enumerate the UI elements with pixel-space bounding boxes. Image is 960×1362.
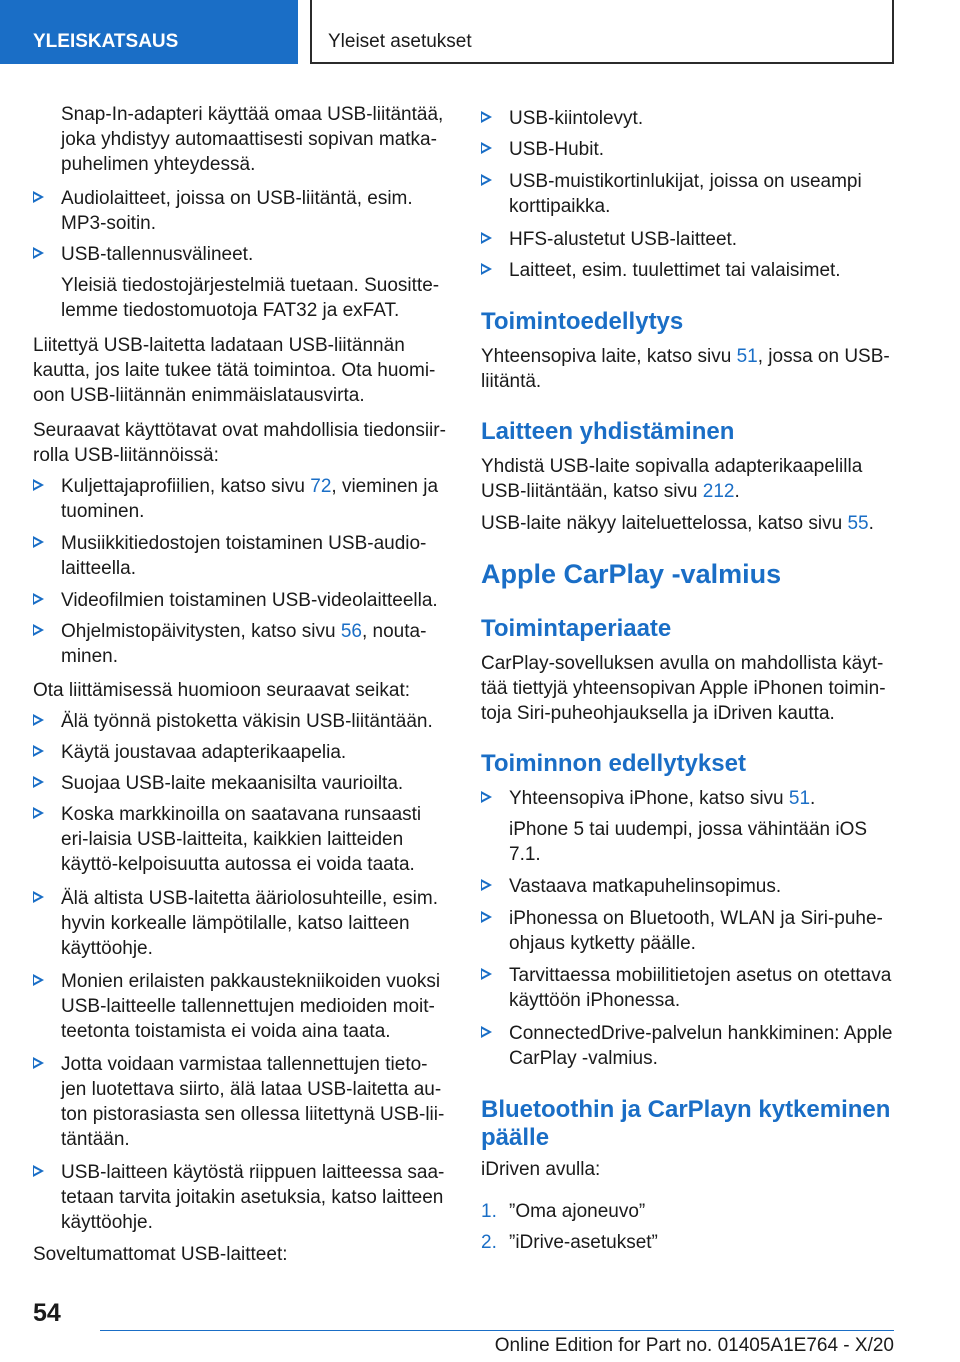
functions-intro: Seuraavat käyttötavat ovat mahdollisia tiedonsiir-rolla USB-liitännöissä: (33, 420, 446, 466)
list-item (33, 886, 448, 961)
list-item (33, 802, 451, 877)
list-item (33, 969, 448, 1044)
list-item (33, 588, 448, 613)
storage-note: Yleisiä tiedostojärjestelmiä tuetaan. Suositte-lemme tiedostomuotoja FAT32 ja exFAT. (61, 275, 440, 321)
page-link[interactable]: 212 (702, 481, 735, 502)
list-item-text: ConnectedDrive-palvelun hankkiminen: Apple CarPlay -valmius. (509, 1023, 893, 1069)
text: Yhdistä USB-laite sopivalla adapterikaapelilla USB-liitäntään, katso sivu (481, 456, 863, 502)
text: USB-laite näkyy laiteluettelossa, katso sivu (481, 513, 848, 534)
list-item-text: Ohjelmistopäivitysten, katso sivu (61, 621, 341, 642)
section-tab[interactable]: YLEISKATSAUS (0, 0, 298, 64)
bullet-triangle-icon (33, 593, 44, 605)
list-item (33, 619, 448, 669)
list-item-text: Käytä joustavaa adapterikaapelia. (61, 742, 347, 763)
list-item (481, 1021, 899, 1071)
list-item-text: , vieminen ja tuominen. (61, 476, 439, 522)
bullet-triangle-icon (481, 232, 492, 244)
device-list-paragraph (481, 511, 899, 536)
bullet-triangle-icon (481, 174, 492, 186)
list-item (33, 709, 448, 734)
text: , jossa on USB-liitäntä. (481, 346, 890, 392)
bullet-triangle-icon (33, 1057, 44, 1069)
bullet-triangle-icon (481, 968, 492, 980)
bullet-triangle-icon (481, 1026, 492, 1038)
via-idrive: iDriven avulla: (481, 1159, 601, 1180)
list-item-text: USB-laitteen käytöstä riippuen laitteessa saa-tetaan tarvita joitakin asetuksia, katso laitteen käyttöohje. (61, 1162, 445, 1233)
connect-paragraph (481, 454, 899, 504)
page-link[interactable]: 51 (736, 346, 758, 367)
iphone-note: iPhone 5 tai uudempi, jossa vähintään iOS 7.1. (509, 819, 868, 865)
step-number: 2. (481, 1232, 497, 1253)
list-item-text: Kuljettajaprofiilien, katso sivu (61, 476, 311, 497)
unsuitable-intro: Soveltumattomat USB-laitteet: (33, 1244, 288, 1265)
list-item-text: Audiolaitteet, joissa on USB-liitäntä, esim. MP3-soitin. (61, 188, 413, 234)
page-link[interactable]: 72 (310, 476, 332, 497)
list-item (33, 1160, 448, 1235)
bullet-triangle-icon (33, 974, 44, 986)
list-item-text: Monien erilaisten pakkaustekniikoiden vuoksi USB-laitteelle tallennettujen medioiden moit-teetonta toistamista ei voida aina taata. (61, 971, 441, 1042)
bullet-triangle-icon (33, 479, 44, 491)
bullet-triangle-icon (481, 791, 492, 803)
list-item (33, 186, 448, 236)
bullet-triangle-icon (481, 911, 492, 923)
list-item-text: iPhonessa on Bluetooth, WLAN ja Siri-puhe-ohjaus kytketty päälle. (509, 908, 883, 954)
bullet-triangle-icon (481, 879, 492, 891)
page-link[interactable]: 55 (847, 513, 869, 534)
list-item (33, 474, 448, 524)
page-link[interactable]: 51 (788, 788, 811, 809)
list-item (33, 771, 448, 796)
list-item-text: Vastaava matkapuhelinsopimus. (509, 876, 782, 897)
list-item (481, 786, 899, 811)
heading-requirements: Toiminnon edellytykset (481, 750, 746, 777)
bullet-triangle-icon (33, 776, 44, 788)
list-item-text: Älä työnnä pistoketta väkisin USB-liitäntään. (61, 711, 433, 732)
bullet-triangle-icon (33, 1165, 44, 1177)
footer-divider (100, 1330, 894, 1331)
bullet-triangle-icon (481, 263, 492, 275)
requirement-paragraph (481, 344, 899, 394)
list-item (33, 531, 448, 581)
step-item (481, 1230, 899, 1255)
list-item-text: Laitteet, esim. tuulettimet tai valaisimet. (509, 260, 841, 281)
bullet-triangle-icon (33, 536, 44, 548)
charging-paragraph: Liitettyä USB-laitetta ladataan USB-liitännän kautta, jos laite tukee tätä toimintoa. Ota huomi-oon USB-liitännän enimmäislatausvirta. (33, 335, 436, 406)
step-number: 1. (481, 1201, 497, 1222)
text: . (734, 481, 740, 502)
list-item-text: . (810, 788, 816, 809)
list-item-text: Musiikkitiedostojen toistaminen USB-audio-laitteella. (61, 533, 427, 579)
list-item (481, 169, 899, 219)
list-item (33, 1052, 448, 1152)
list-item (481, 137, 899, 162)
list-item-text: Yhteensopiva iPhone, katso sivu (509, 788, 789, 809)
text: Yhteensopiva laite, katso sivu (481, 346, 737, 367)
list-item-text: USB-Hubit. (509, 139, 605, 160)
heading-enable: Bluetoothin ja CarPlayn kytkeminen päälle (481, 1096, 891, 1151)
page-link[interactable]: 56 (340, 621, 362, 642)
bullet-triangle-icon (33, 807, 44, 819)
notes-intro: Ota liittämisessä huomioon seuraavat seikat: (33, 680, 411, 701)
list-item-text: Suojaa USB-laite mekaanisilta vaurioilta. (61, 773, 404, 794)
list-item (481, 874, 899, 899)
heading-principle: Toimintaperiaate (481, 615, 672, 642)
step-text: ”iDrive-asetukset” (509, 1232, 658, 1253)
heading-carplay: Apple CarPlay -valmius (481, 559, 782, 589)
heading-requirement: Toimintoedellytys (481, 308, 684, 335)
list-item-text: Koska markkinoilla on saatavana runsaasti eri-laisia USB-laitteita, kaikkien laitteiden käyttö-kelpoisuutta autossa ei voida taata. (61, 804, 422, 875)
snapin-paragraph: Snap-In-adapteri käyttää omaa USB-liitäntää, joka yhdistyy automaattisesti sopivan matka-puhelimen yhteydessä. (61, 104, 444, 175)
list-item (481, 258, 899, 283)
list-item-text: USB-muistikortinlukijat, joissa on useampi korttipaikka. (509, 171, 862, 217)
list-item-text: Älä altista USB-laitetta ääriolosuhteille, esim. hyvin korkealle lämpötilalle, katso laitteen käyttöohje. (61, 888, 439, 959)
bullet-triangle-icon (33, 191, 44, 203)
list-item (481, 906, 899, 956)
step-text: ”Oma ajoneuvo” (509, 1201, 646, 1222)
bullet-triangle-icon (33, 624, 44, 636)
bullet-triangle-icon (33, 891, 44, 903)
page-number: 54 (33, 1299, 61, 1327)
list-item-text: Jotta voidaan varmistaa tallennettujen tieto-jen luotettava siirto, älä lataa USB-laitetta au-ton pistorasiasta sen ollessa liitettynä USB-lii-täntään. (61, 1054, 445, 1150)
list-item-text: USB-tallennusvälineet. (61, 244, 254, 265)
principle-paragraph: CarPlay-sovelluksen avulla on mahdollista käyt-tää tiettyjä yhteensopivan Apple iPhonen toimin-toja Siri-puheohjauksella ja iDriven kautta. (481, 653, 886, 724)
list-item (481, 106, 899, 131)
list-item-text: USB-kiintolevyt. (509, 108, 644, 129)
list-item (481, 227, 899, 252)
list-item-text: , nouta-minen. (61, 621, 427, 667)
list-item (33, 740, 448, 765)
bullet-triangle-icon (481, 142, 492, 154)
chapter-title: Yleiset asetukset (310, 0, 894, 64)
bullet-triangle-icon (33, 714, 44, 726)
footer-edition: Online Edition for Part no. 01405A1E764 - X/20 (494, 1335, 894, 1356)
list-item-text: HFS-alustetut USB-laitteet. (509, 229, 738, 250)
heading-connect: Laitteen yhdistäminen (481, 418, 735, 445)
list-item (33, 242, 448, 267)
bullet-triangle-icon (481, 111, 492, 123)
bullet-triangle-icon (33, 247, 44, 259)
list-item-text: Tarvittaessa mobiilitietojen asetus on otettava käyttöön iPhonessa. (509, 965, 892, 1011)
text: . (868, 513, 874, 534)
step-item (481, 1199, 899, 1224)
bullet-triangle-icon (33, 745, 44, 757)
list-item-text: Videofilmien toistaminen USB-videolaitteella. (61, 590, 438, 611)
list-item (481, 963, 899, 1013)
